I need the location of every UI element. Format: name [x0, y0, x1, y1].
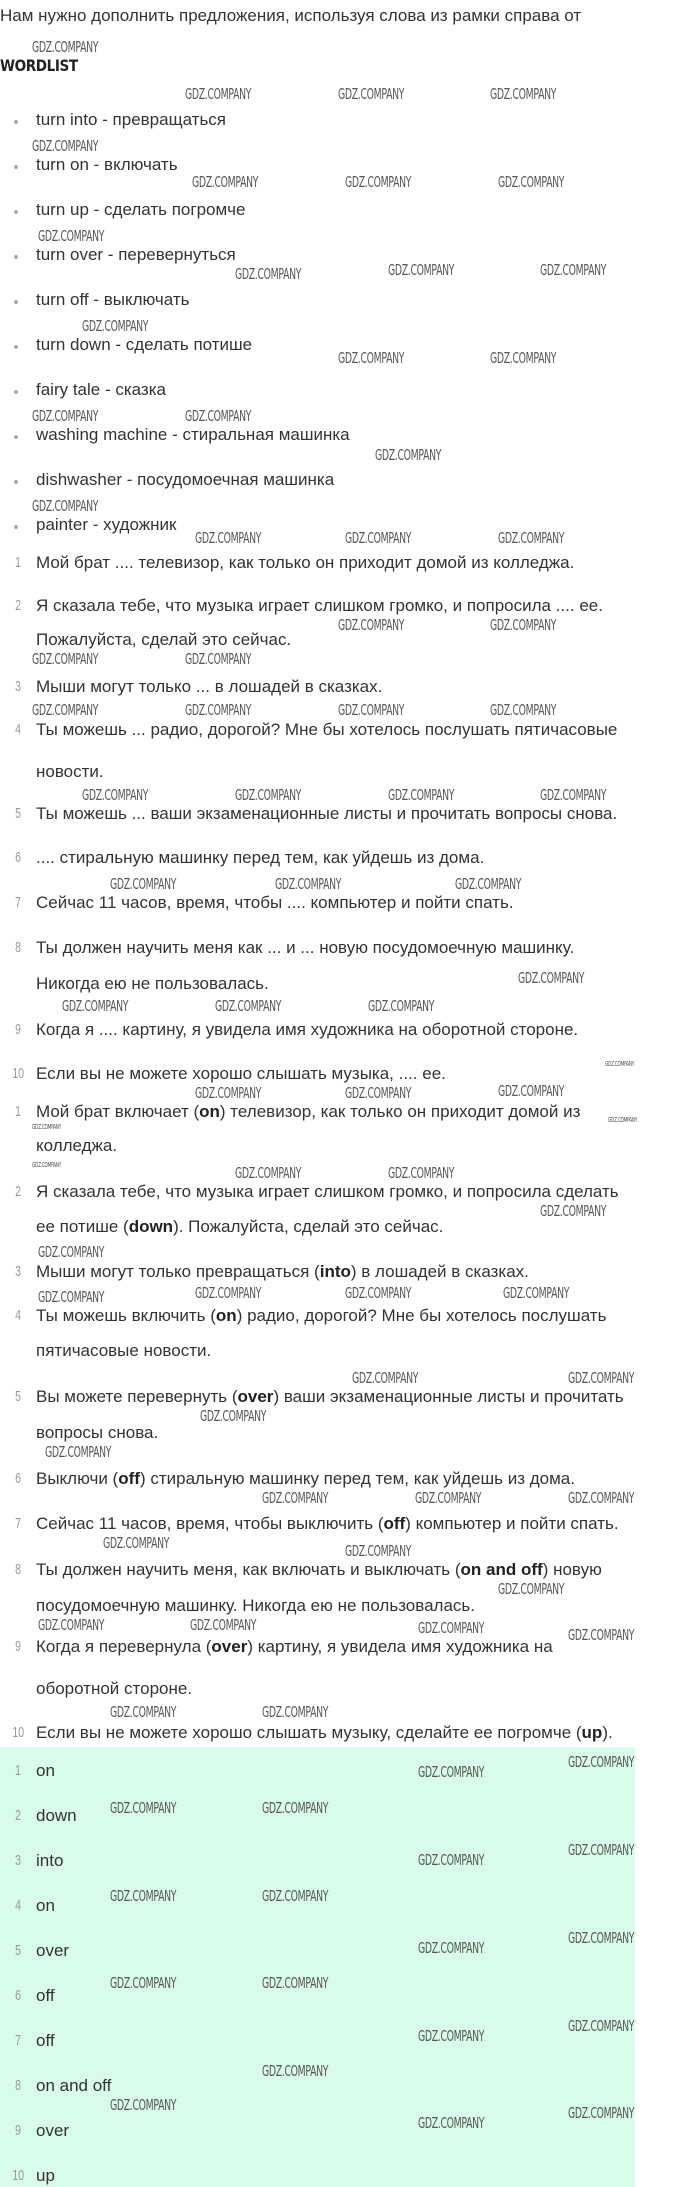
- wordlist-item: turn up - сделать погромче: [36, 200, 246, 219]
- answer-number: 10: [12, 2167, 25, 2184]
- watermark: GDZ.COMPANY: [388, 261, 455, 279]
- watermark: GDZ.COMPANY: [38, 1243, 105, 1261]
- watermark: GDZ.COMPANY: [418, 1619, 485, 1637]
- exercise-sentence: Ты должен научить меня как ... и ... новую посудомоечную машинку.: [36, 938, 575, 957]
- item-number: 4: [15, 721, 21, 738]
- watermark: GDZ.COMPANY: [215, 997, 282, 1015]
- item-number: 8: [15, 1561, 21, 1578]
- bullet-icon: [14, 120, 18, 124]
- watermark: GDZ.COMPANY: [32, 407, 99, 425]
- answer-number: 8: [15, 2077, 21, 2094]
- answer-word: over: [36, 2121, 70, 2140]
- answer-number: 7: [15, 2032, 21, 2049]
- watermark: GDZ.COMPANY: [235, 265, 302, 283]
- translation-sentence: Вы можете перевернуть (over) ваши экзаменационные листы и прочитать: [36, 1387, 624, 1406]
- bullet-icon: [14, 255, 18, 259]
- answer-number: 5: [15, 1942, 21, 1959]
- watermark: GDZ.COMPANY: [185, 701, 252, 719]
- item-number: 3: [15, 1263, 21, 1280]
- answer-word: on and off: [36, 2076, 112, 2095]
- item-number: 3: [15, 678, 21, 695]
- bullet-icon: [14, 525, 18, 529]
- wordlist-item: turn down - сделать потише: [36, 335, 253, 354]
- watermark: GDZ.COMPANY: [32, 1123, 62, 1131]
- translation-sentence: Ты можешь включить (on) радио, дорогой? Мне бы хотелось послушать: [36, 1306, 607, 1325]
- watermark: GDZ.COMPANY: [498, 1580, 565, 1598]
- exercise-sentence: новости.: [36, 762, 104, 781]
- bullet-icon: [14, 210, 18, 214]
- item-number: 8: [15, 939, 21, 956]
- item-number: 9: [15, 1638, 21, 1655]
- translation-sentence: Когда я перевернула (over) картину, я увидела имя художника на: [36, 1637, 553, 1656]
- answer-number: 9: [15, 2122, 21, 2139]
- watermark: GDZ.COMPANY: [190, 1616, 257, 1634]
- answer-number: 1: [15, 1762, 21, 1779]
- translation-sentence: Выключи (off) стиральную машинку перед тем, как уйдешь из дома.: [36, 1469, 575, 1488]
- watermark: GDZ.COMPANY: [262, 1974, 329, 1992]
- watermark: GDZ.COMPANY: [338, 85, 405, 103]
- watermark: GDZ.COMPANY: [32, 701, 99, 719]
- watermark: GDZ.COMPANY: [195, 1084, 262, 1102]
- watermark: GDZ.COMPANY: [38, 227, 105, 245]
- translation-sentence: Я сказала тебе, что музыка играет слишком громко, и попросила сделать: [36, 1182, 619, 1201]
- watermark: GDZ.COMPANY: [345, 1542, 412, 1560]
- watermark: GDZ.COMPANY: [185, 85, 252, 103]
- watermark: GDZ.COMPANY: [32, 497, 99, 515]
- answer-word: off: [36, 1986, 55, 2005]
- bullet-icon: [14, 165, 18, 169]
- watermark: GDZ.COMPANY: [418, 1939, 485, 1957]
- bullet-icon: [14, 480, 18, 484]
- item-number: 7: [15, 1515, 21, 1532]
- watermark: GDZ.COMPANY: [185, 650, 252, 668]
- answer-word: on: [36, 1761, 55, 1780]
- watermark: GDZ.COMPANY: [568, 1753, 635, 1771]
- watermark: GDZ.COMPANY: [275, 875, 342, 893]
- watermark: GDZ.COMPANY: [345, 173, 412, 191]
- watermark: GDZ.COMPANY: [503, 1284, 570, 1302]
- watermark: GDZ.COMPANY: [345, 1284, 412, 1302]
- wordlist-item: turn into - превращаться: [36, 110, 227, 129]
- translation-sentence: ее потише (down). Пожалуйста, сделай это сейчас.: [36, 1217, 444, 1236]
- exercise-sentence: Ты можешь ... ваши экзаменационные листы и прочитать вопросы снова.: [36, 804, 618, 823]
- watermark: GDZ.COMPANY: [103, 1534, 170, 1552]
- watermark: GDZ.COMPANY: [498, 1082, 565, 1100]
- watermark: GDZ.COMPANY: [195, 529, 262, 547]
- answer-word: down: [36, 1806, 77, 1825]
- answer-number: 3: [15, 1852, 21, 1869]
- wordlist-title: WORDLIST: [0, 56, 78, 75]
- watermark: GDZ.COMPANY: [345, 1084, 412, 1102]
- watermark: GDZ.COMPANY: [490, 85, 557, 103]
- watermark: GDZ.COMPANY: [82, 786, 149, 804]
- watermark: GDZ.COMPANY: [388, 1164, 455, 1182]
- watermark: GDZ.COMPANY: [38, 1616, 105, 1634]
- answer-number: 4: [15, 1897, 21, 1914]
- item-number: 9: [15, 1021, 21, 1038]
- watermark: GDZ.COMPANY: [262, 1703, 329, 1721]
- exercise-sentence: Мыши могут только ... в лошадей в сказках.: [36, 677, 383, 696]
- wordlist-item: washing machine - стиральная машинка: [36, 425, 350, 444]
- watermark: GDZ.COMPANY: [418, 1851, 485, 1869]
- watermark: GDZ.COMPANY: [568, 1489, 635, 1507]
- translation-sentence: Мой брат включает (on) телевизор, как только он приходит домой из: [36, 1102, 581, 1121]
- translation-sentence: Мыши могут только превращаться (into) в лошадей в сказках.: [36, 1262, 529, 1281]
- answers-box: [0, 1747, 635, 2187]
- exercise-sentence: Если вы не можете хорошо слышать музыка, .... ее.: [36, 1064, 446, 1083]
- watermark: GDZ.COMPANY: [62, 997, 129, 1015]
- watermark: GDZ.COMPANY: [540, 1202, 607, 1220]
- watermark: GDZ.COMPANY: [490, 349, 557, 367]
- watermark: GDZ.COMPANY: [38, 1288, 105, 1306]
- watermark: GDZ.COMPANY: [110, 875, 177, 893]
- watermark: GDZ.COMPANY: [195, 1284, 262, 1302]
- item-number: 5: [15, 1388, 21, 1405]
- wordlist-item: painter - художник: [36, 515, 177, 534]
- watermark: GDZ.COMPANY: [110, 1974, 177, 1992]
- watermark: GDZ.COMPANY: [110, 1887, 177, 1905]
- watermark: GDZ.COMPANY: [490, 616, 557, 634]
- wordlist-item: dishwasher - посудомоечная машинка: [36, 470, 335, 489]
- wordlist-item: fairy tale - сказка: [36, 380, 166, 399]
- bullet-icon: [14, 390, 18, 394]
- watermark: GDZ.COMPANY: [568, 1841, 635, 1859]
- item-number: 2: [15, 597, 21, 614]
- exercise-sentence: Когда я .... картину, я увидела имя художника на оборотной стороне.: [36, 1020, 579, 1039]
- translation-sentence: Если вы не можете хорошо слышать музыку, сделайте ее погромче (up).: [36, 1723, 613, 1742]
- bullet-icon: [14, 435, 18, 439]
- watermark: GDZ.COMPANY: [608, 1116, 638, 1124]
- item-number: 10: [12, 1724, 25, 1741]
- exercise-sentence: Ты можешь ... радио, дорогой? Мне бы хотелось послушать пятичасовые: [36, 720, 618, 739]
- answer-word: over: [36, 1941, 70, 1960]
- watermark: GDZ.COMPANY: [418, 2114, 485, 2132]
- watermark: GDZ.COMPANY: [110, 2096, 177, 2114]
- watermark: GDZ.COMPANY: [110, 1799, 177, 1817]
- watermark: GDZ.COMPANY: [185, 407, 252, 425]
- translation-sentence: Сейчас 11 часов, время, чтобы выключить (off) компьютер и пойти спать.: [36, 1514, 619, 1533]
- item-number: 10: [12, 1065, 25, 1082]
- answer-word: up: [36, 2166, 55, 2185]
- wordlist-item: turn on - включать: [36, 155, 178, 174]
- translation-sentence: пятичасовые новости.: [36, 1341, 212, 1360]
- watermark: GDZ.COMPANY: [192, 173, 259, 191]
- exercise-sentence: .... стиральную машинку перед тем, как уйдешь из дома.: [36, 848, 485, 867]
- intro-text: Нам нужно дополнить предложения, используя слова из рамки справа от: [0, 6, 582, 25]
- bullet-icon: [14, 300, 18, 304]
- item-number: 5: [15, 805, 21, 822]
- exercise-sentence: Пожалуйста, сделай это сейчас.: [36, 630, 292, 649]
- wordlist-item: turn over - перевернуться: [36, 245, 236, 264]
- watermark: GDZ.COMPANY: [82, 317, 149, 335]
- watermark: GDZ.COMPANY: [262, 2062, 329, 2080]
- bullet-icon: [14, 345, 18, 349]
- watermark: GDZ.COMPANY: [262, 1799, 329, 1817]
- item-number: 1: [15, 1103, 21, 1120]
- watermark: GDZ.COMPANY: [110, 1703, 177, 1721]
- watermark: GDZ.COMPANY: [338, 701, 405, 719]
- watermark: GDZ.COMPANY: [415, 1489, 482, 1507]
- watermark: GDZ.COMPANY: [32, 38, 99, 56]
- translation-sentence: колледжа.: [36, 1136, 118, 1155]
- answer-word: off: [36, 2031, 55, 2050]
- answer-number: 2: [15, 1807, 21, 1824]
- watermark: GDZ.COMPANY: [338, 616, 405, 634]
- watermark: GDZ.COMPANY: [32, 1161, 62, 1169]
- watermark: GDZ.COMPANY: [568, 1929, 635, 1947]
- watermark: GDZ.COMPANY: [568, 1369, 635, 1387]
- wordlist-item: turn off - выключать: [36, 290, 190, 309]
- exercise-sentence: Никогда ею не пользовалась.: [36, 974, 269, 993]
- watermark: GDZ.COMPANY: [45, 1443, 112, 1461]
- watermark: GDZ.COMPANY: [32, 137, 99, 155]
- answer-word: into: [36, 1851, 64, 1870]
- exercise-sentence: Я сказала тебе, что музыка играет слишком громко, и попросила .... ее.: [36, 596, 603, 615]
- watermark: GDZ.COMPANY: [32, 650, 99, 668]
- item-number: 6: [15, 1470, 21, 1487]
- translation-sentence: Ты должен научить меня, как включать и выключать (on and off) новую: [36, 1560, 602, 1579]
- watermark: GDZ.COMPANY: [235, 1164, 302, 1182]
- watermark: GDZ.COMPANY: [568, 2017, 635, 2035]
- watermark: GDZ.COMPANY: [352, 1369, 419, 1387]
- item-number: 2: [15, 1183, 21, 1200]
- watermark: GDZ.COMPANY: [605, 1060, 635, 1068]
- watermark: GDZ.COMPANY: [368, 997, 435, 1015]
- watermark: GDZ.COMPANY: [518, 969, 585, 987]
- watermark: GDZ.COMPANY: [540, 786, 607, 804]
- watermark: GDZ.COMPANY: [498, 173, 565, 191]
- translation-sentence: оборотной стороне.: [36, 1679, 193, 1698]
- item-number: 7: [15, 894, 21, 911]
- watermark: GDZ.COMPANY: [262, 1489, 329, 1507]
- watermark: GDZ.COMPANY: [418, 2027, 485, 2045]
- watermark: GDZ.COMPANY: [375, 446, 442, 464]
- item-number: 6: [15, 849, 21, 866]
- watermark: GDZ.COMPANY: [388, 786, 455, 804]
- watermark: GDZ.COMPANY: [455, 875, 522, 893]
- exercise-sentence: Мой брат .... телевизор, как только он приходит домой из колледжа.: [36, 553, 575, 572]
- watermark: GDZ.COMPANY: [490, 701, 557, 719]
- watermark: GDZ.COMPANY: [568, 1626, 635, 1644]
- watermark: GDZ.COMPANY: [338, 349, 405, 367]
- watermark: GDZ.COMPANY: [540, 261, 607, 279]
- watermark: GDZ.COMPANY: [345, 529, 412, 547]
- watermark: GDZ.COMPANY: [235, 786, 302, 804]
- watermark: GDZ.COMPANY: [568, 2104, 635, 2122]
- watermark: GDZ.COMPANY: [418, 1763, 485, 1781]
- watermark: GDZ.COMPANY: [262, 1887, 329, 1905]
- watermark: GDZ.COMPANY: [200, 1407, 267, 1425]
- watermark: GDZ.COMPANY: [498, 529, 565, 547]
- item-number: 1: [15, 554, 21, 571]
- item-number: 4: [15, 1307, 21, 1324]
- translation-sentence: посудомоечную машинку. Никогда ею не пользовалась.: [36, 1596, 476, 1615]
- translation-sentence: вопросы снова.: [36, 1423, 159, 1442]
- answer-number: 6: [15, 1987, 21, 2004]
- exercise-sentence: Сейчас 11 часов, время, чтобы .... компьютер и пойти спать.: [36, 893, 514, 912]
- answer-word: on: [36, 1896, 55, 1915]
